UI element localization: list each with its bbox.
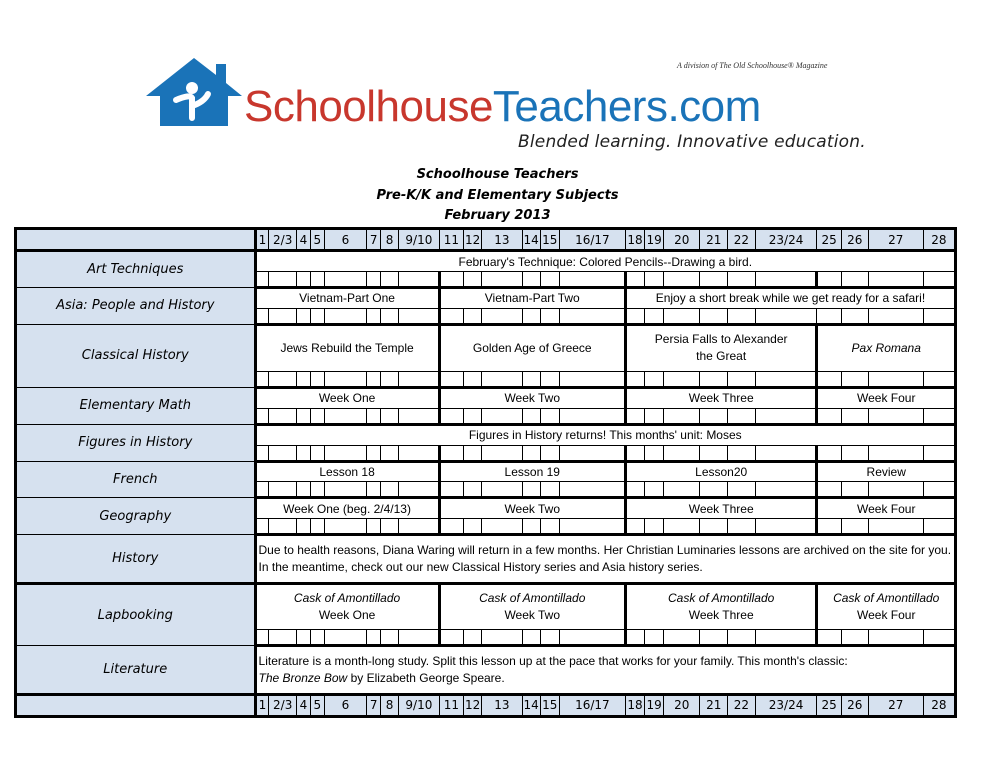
week3-assignment: Lesson20 <box>625 461 817 482</box>
page-header <box>0 0 995 225</box>
day-cell: 16/17 <box>559 229 625 251</box>
day-footer-row <box>16 694 956 716</box>
subject-label: Classical History <box>16 324 256 387</box>
day-cell: 14 <box>522 694 540 716</box>
week-label: Week One <box>318 608 376 622</box>
day-cell: 15 <box>540 229 559 251</box>
day-cell: 4 <box>297 694 311 716</box>
day-cell: 23/24 <box>755 229 817 251</box>
day-cell: 21 <box>700 229 728 251</box>
day-cell: 27 <box>868 694 923 716</box>
subject-label: Asia: People and History <box>16 288 256 325</box>
row-geography <box>16 498 956 519</box>
assignment-text: February's Technique: Colored Pencils--Drawing a bird. <box>255 251 955 272</box>
week-label: Week Two <box>504 608 561 622</box>
day-cell: 26 <box>841 229 868 251</box>
week1-assignment: Week One (beg. 2/4/13) <box>255 498 439 519</box>
week4-assignment: Week Four <box>817 387 956 408</box>
row-french <box>16 461 956 482</box>
book-title: Cask of Amontillado <box>479 591 586 605</box>
day-header-corner <box>16 229 256 251</box>
subject-label: Lapbooking <box>16 583 256 646</box>
day-cell: 5 <box>310 694 324 716</box>
assignment-text: Figures in History returns! This months' unit: Moses <box>255 424 955 445</box>
day-cell: 8 <box>381 694 399 716</box>
row-asia <box>16 288 956 309</box>
week2-assignment: Vietnam-Part Two <box>439 288 625 309</box>
book-title: Cask of Amontillado <box>833 591 940 605</box>
assignment-text <box>255 646 955 694</box>
book-title: Cask of Amontillado <box>668 591 775 605</box>
week-label: Week Four <box>856 608 916 622</box>
row-literature <box>16 646 956 694</box>
week3-assignment: Week Three <box>625 387 817 408</box>
day-cell: 15 <box>540 694 559 716</box>
day-cell: 7 <box>367 694 381 716</box>
subject-label: French <box>16 461 256 498</box>
day-cell: 6 <box>324 229 367 251</box>
day-cell: 27 <box>868 229 923 251</box>
brand-part2: Teachers.com <box>492 82 761 131</box>
day-cell: 20 <box>664 694 700 716</box>
day-cell: 13 <box>482 694 522 716</box>
week3-assignment: Week Three <box>625 498 817 519</box>
literature-line1: Literature is a month-long study. Split this lesson up at the pace that works for your family. This month's classic: <box>258 654 848 669</box>
subject-label: History <box>16 535 256 583</box>
tagline: Blended learning. Innovative education. <box>518 132 866 152</box>
week4-assignment: Week Four <box>817 498 956 519</box>
title-line2: Pre-K/K and Elementary Subjects <box>376 188 619 203</box>
day-cell: 22 <box>728 694 756 716</box>
day-cell: 4 <box>297 229 311 251</box>
day-cell: 18 <box>625 229 644 251</box>
day-cell: 12 <box>464 229 482 251</box>
row-art-techniques <box>16 251 956 272</box>
day-cell: 1 <box>255 229 269 251</box>
title-line3: February 2013 <box>444 208 551 223</box>
day-cell: 1 <box>255 694 269 716</box>
subject-label: Art Techniques <box>16 251 256 288</box>
day-cell: 20 <box>664 229 700 251</box>
book-title: Cask of Amontillado <box>293 591 401 605</box>
day-cell: 16/17 <box>559 694 625 716</box>
week3-assignment <box>625 583 817 630</box>
week4-assignment: Review <box>817 461 956 482</box>
day-cell: 2/3 <box>269 694 297 716</box>
day-cell: 9/10 <box>399 694 439 716</box>
day-cell: 5 <box>310 229 324 251</box>
subject-label: Figures in History <box>16 424 256 461</box>
brand-part1: Schoolhouse <box>244 82 493 131</box>
subject-label: Geography <box>16 498 256 535</box>
day-cell: 8 <box>381 229 399 251</box>
week1-assignment: Lesson 18 <box>255 461 439 482</box>
week-label: Week Three <box>688 608 754 622</box>
day-cell: 28 <box>923 694 955 716</box>
week2-assignment: Week Two <box>439 387 625 408</box>
day-cell: 22 <box>728 229 756 251</box>
day-cell: 7 <box>367 229 381 251</box>
week34-assignment: Enjoy a short break while we get ready for a safari! <box>625 288 955 309</box>
week1-assignment: Jews Rebuild the Temple <box>255 324 439 371</box>
week3-line1: Persia Falls to Alexander <box>654 332 788 347</box>
subject-label: Elementary Math <box>16 387 256 424</box>
day-cell: 23/24 <box>755 694 817 716</box>
assignment-text: Due to health reasons, Diana Waring will return in a few months. Her Christian Luminaries lessons are archived on the site for you. In the meantime, check out our new Classical History series and Asia history series. <box>255 535 955 583</box>
row-history <box>16 535 956 583</box>
book-title: The Bronze Bow <box>258 671 348 686</box>
row-lapbooking <box>16 583 956 630</box>
week2-assignment <box>439 583 625 630</box>
day-cell: 12 <box>464 694 482 716</box>
day-cell: 25 <box>817 229 841 251</box>
day-cell: 19 <box>645 229 664 251</box>
day-cell: 18 <box>625 694 644 716</box>
day-cell: 25 <box>817 694 841 716</box>
week3-assignment <box>625 324 817 371</box>
week1-assignment: Week One <box>255 387 439 408</box>
day-cell: 14 <box>522 229 540 251</box>
schedule-table <box>14 227 957 718</box>
row-elementary-math <box>16 387 956 408</box>
day-header-row <box>16 229 956 251</box>
day-footer-corner <box>16 694 256 716</box>
row-classical-history <box>16 324 956 371</box>
week2-assignment: Lesson 19 <box>439 461 625 482</box>
day-cell: 2/3 <box>269 229 297 251</box>
week2-assignment: Golden Age of Greece <box>439 324 625 371</box>
week1-assignment: Vietnam-Part One <box>255 288 439 309</box>
week2-assignment: Week Two <box>439 498 625 519</box>
day-cell: 28 <box>923 229 955 251</box>
brand-logo-text <box>244 82 761 132</box>
day-cell: 21 <box>700 694 728 716</box>
week4-assignment <box>817 583 956 630</box>
division-note: A division of The Old Schoolhouse® Magazine <box>677 61 828 70</box>
week4-assignment: Pax Romana <box>817 324 956 371</box>
day-cell: 9/10 <box>399 229 439 251</box>
week3-line2: the Great <box>696 349 747 364</box>
day-cell: 6 <box>324 694 367 716</box>
subject-label: Literature <box>16 646 256 694</box>
day-cell: 19 <box>645 694 664 716</box>
book-author: by Elizabeth George Speare. <box>347 671 505 686</box>
day-cell: 11 <box>439 694 463 716</box>
day-cell: 26 <box>841 694 868 716</box>
row-figures-in-history <box>16 424 956 445</box>
house-person-icon <box>146 56 242 128</box>
title-line1: Schoolhouse Teachers <box>416 167 579 182</box>
day-cell: 11 <box>439 229 463 251</box>
week1-assignment <box>255 583 439 630</box>
day-cell: 13 <box>482 229 522 251</box>
